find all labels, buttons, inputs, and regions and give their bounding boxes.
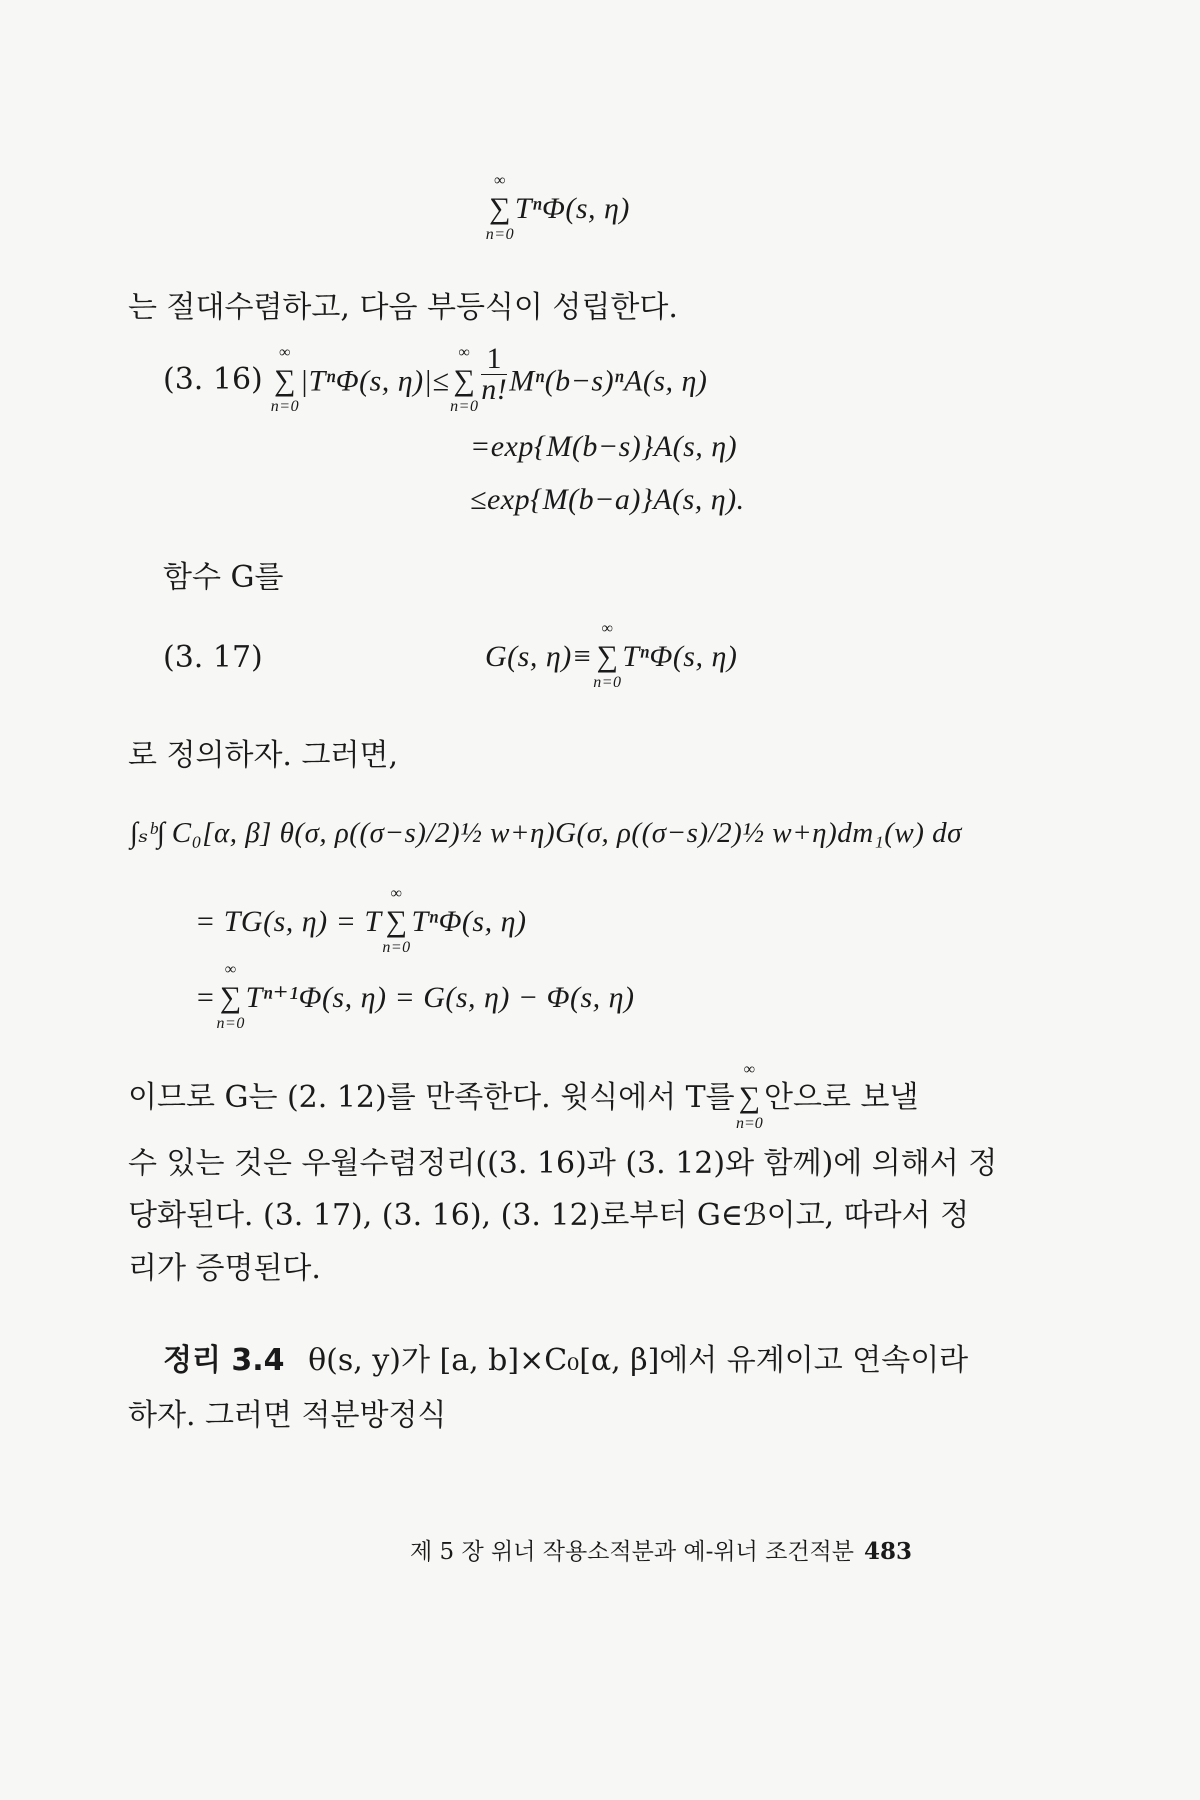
- para-line-3: 당화된다. (3. 17), (3. 16), (3. 12)로부터 G∈ℬ이고, 따라서 정: [128, 1198, 970, 1233]
- converge-line: 는 절대수렴하고, 다음 부등식이 성립한다.: [128, 290, 678, 325]
- sum-symbol: ∑ ∞ n=0: [735, 1061, 763, 1132]
- define-line: 로 정의하자. 그러면,: [128, 738, 398, 773]
- eq-316-label: (3. 16): [163, 362, 263, 397]
- eq-tg: = TG(s, η) = T ∑ ∞ n=0 TⁿΦ(s, η): [195, 885, 527, 956]
- eq-316-line2: =exp{M(b−s)}A(s, η): [470, 430, 738, 463]
- para-line-4: 리가 증명된다.: [128, 1251, 321, 1286]
- theorem-label: 정리 3.4: [163, 1343, 285, 1378]
- sum-symbol: ∑ ∞ n=0: [450, 344, 479, 416]
- running-title: 제 5 장 위너 작용소적분과 예-위너 조건적분: [410, 1539, 854, 1565]
- theorem-line-1: 정리 3.4 θ(s, y)가 [a, b]×C₀[α, β]에서 유계이고 연속이라: [163, 1343, 969, 1378]
- func-g-line: 함수 G를: [163, 560, 284, 595]
- eq-317-label: (3. 17): [163, 640, 263, 675]
- sum-symbol: ∑ ∞ n=0: [593, 620, 622, 691]
- fraction: $\frac{1}{n!}$: [481, 342, 508, 406]
- eq-316-line1: ∑ ∞ n=0 |TⁿΦ(s, η)|≤ ∑ ∞ n=0 $\frac{1}{n!}$ Mⁿ(b−s)ⁿA(s, η): [270, 342, 708, 416]
- integral-line: ∫ₛᵇ∫ C₀[α, β] θ(σ, ρ((σ−s)/2)½ w+η)G(σ, ρ((σ−s)/2)½ w+η)dm₁(w) dσ: [130, 817, 962, 849]
- sum-symbol: ∑ ∞ n=0: [382, 885, 411, 956]
- eq-316-line3: ≤exp{M(b−a)}A(s, η).: [470, 483, 745, 516]
- theorem-line-2: 하자. 그러면 적분방정식: [128, 1398, 447, 1433]
- sum-symbol: ∑ ∞ n=0: [270, 344, 300, 416]
- page-number: 483: [863, 1538, 912, 1565]
- para-line-1: 이므로 G는 (2. 12)를 만족한다. 윗식에서 T를 ∑ ∞ n=0 안으로 보낼: [128, 1061, 919, 1132]
- para-line-2: 수 있는 것은 우월수렴정리((3. 16)과 (3. 12)와 함께)에 의해서 정: [128, 1146, 998, 1181]
- sum-symbol: ∑ ∞ n=0: [485, 172, 515, 243]
- sum-symbol: ∑ ∞ n=0: [216, 961, 245, 1032]
- eq-sum: = ∑ ∞ n=0 Tⁿ⁺¹Φ(s, η) = G(s, η) − Φ(s, η): [195, 961, 635, 1032]
- eq-317: G(s, η)≡ ∑ ∞ n=0 TⁿΦ(s, η): [485, 620, 738, 691]
- page-footer: [410, 1533, 912, 1566]
- top-formula: ∑ ∞ n=0 TⁿΦ(s, η): [485, 172, 630, 243]
